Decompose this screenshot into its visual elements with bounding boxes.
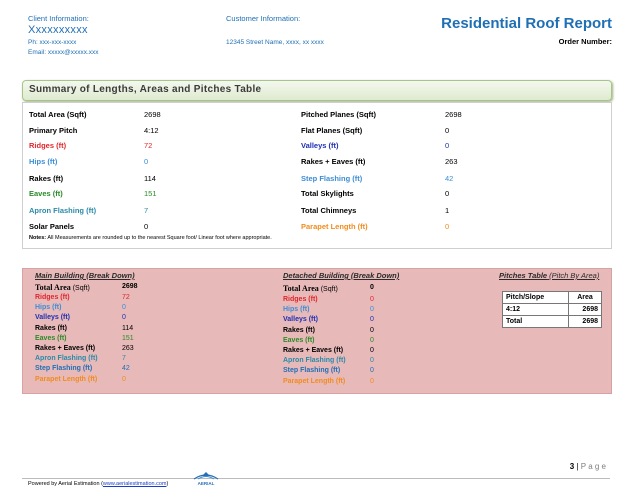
page-separator: | xyxy=(574,462,581,471)
pitches-total-row xyxy=(503,316,602,328)
aerial-logo xyxy=(190,470,222,490)
main-item-value: 72 xyxy=(122,294,130,301)
main-total-area xyxy=(35,283,90,292)
main-item-value: 0 xyxy=(122,375,126,383)
detached-item-value: 0 xyxy=(370,326,374,334)
summary-left-label: Ridges (ft) xyxy=(29,141,67,150)
pitches-total-label: Total xyxy=(503,316,569,328)
summary-left-value: 151 xyxy=(144,189,157,198)
main-item-label: Step Flashing (ft) xyxy=(35,365,93,373)
detached-item-label: Hips (ft) xyxy=(283,306,310,314)
main-total-area-label: Total Area xyxy=(35,283,71,292)
summary-row xyxy=(23,185,611,201)
summary-right-value: 0 xyxy=(445,141,450,150)
summary-right-label: Flat Planes (Sqft) xyxy=(301,126,363,135)
summary-right-value: 263 xyxy=(445,157,458,166)
summary-row xyxy=(23,170,611,186)
summary-left-value: 7 xyxy=(144,206,149,215)
detached-building-title: Detached Building (Break Down) xyxy=(283,271,400,280)
footer-divider xyxy=(22,478,610,479)
main-item-label: Hips (ft) xyxy=(35,304,62,312)
pitch-slope-header: Pitch/Slope xyxy=(503,292,569,304)
main-item-value: 263 xyxy=(122,345,134,352)
summary-left-label: Hips (ft) xyxy=(29,157,58,166)
main-item-value: 114 xyxy=(122,324,134,332)
main-total-area-value: 2698 xyxy=(122,283,138,290)
pitches-table-title xyxy=(499,271,599,280)
customer-info-label: Customer Information: xyxy=(226,14,301,23)
summary-left-value: 0 xyxy=(144,157,149,166)
summary-left-label: Total Area (Sqft) xyxy=(29,110,87,119)
summary-left-label: Eaves (ft) xyxy=(29,189,63,198)
summary-row xyxy=(23,137,611,153)
main-item-value: 151 xyxy=(122,334,134,342)
summary-left-label: Apron Flashing (ft) xyxy=(29,206,97,215)
summary-right-label: Step Flashing (ft) xyxy=(301,174,363,183)
detached-item-label: Parapet Length (ft) xyxy=(283,377,346,385)
summary-right-value: 0 xyxy=(445,189,450,198)
detached-item-value: 0 xyxy=(370,367,374,375)
summary-left-label: Solar Panels xyxy=(29,222,75,231)
summary-left-label: Primary Pitch xyxy=(29,126,78,135)
page-number-value: 3 xyxy=(569,462,575,471)
summary-right-value: 0 xyxy=(445,126,450,135)
summary-left-label: Rakes (ft) xyxy=(29,174,64,183)
summary-left-value: 114 xyxy=(144,174,156,183)
aerial-logo-icon xyxy=(190,470,222,490)
pitches-total-value: 2698 xyxy=(568,316,601,328)
summary-left-value: 0 xyxy=(144,222,149,231)
detached-item-value: 0 xyxy=(370,306,374,314)
pitches-table xyxy=(502,291,602,328)
summary-left-value: 72 xyxy=(144,141,153,150)
powered-text: Powered by Aerial Estimation ( xyxy=(28,481,103,487)
main-building-title: Main Building (Break Down) xyxy=(35,271,135,280)
summary-table xyxy=(22,102,612,249)
main-item-value: 42 xyxy=(122,365,130,373)
summary-right-label: Total Skylights xyxy=(301,189,354,198)
client-email: Email: xxxxx@xxxxx.xxx xyxy=(28,49,99,56)
area-header: Area xyxy=(568,292,601,304)
notes-text: All Measurements are rounded up to the nearest Square foot/ Linear foot where appropriate. xyxy=(46,235,272,241)
pitches-header-row xyxy=(503,292,602,304)
detached-item-label: Step Flashing (ft) xyxy=(283,367,341,375)
summary-right-value: 0 xyxy=(445,222,450,231)
detached-item-value: 0 xyxy=(370,347,374,354)
summary-right-label: Pitched Planes (Sqft) xyxy=(301,110,377,119)
detached-item-value: 0 xyxy=(370,316,374,324)
client-phone: Ph: xxx-xxx-xxxx xyxy=(28,39,77,46)
detached-item-value: 0 xyxy=(370,357,374,365)
pitches-title-sub: (Pitch By Area) xyxy=(547,271,600,280)
summary-right-label: Parapet Length (ft) xyxy=(301,222,368,231)
detached-item-value: 0 xyxy=(370,377,374,385)
detached-total-area-value: 0 xyxy=(370,284,374,291)
detached-total-area-unit: (Sqft) xyxy=(318,286,338,293)
aerial-estimation-link[interactable]: www.aerialestimation.com xyxy=(102,481,167,487)
main-item-label: Eaves (ft) xyxy=(35,334,67,342)
detached-item-label: Rakes (ft) xyxy=(283,326,315,334)
detached-item-label: Ridges (ft) xyxy=(283,296,318,303)
client-name: Xxxxxxxxxx xyxy=(28,24,88,36)
summary-right-label: Rakes + Eaves (ft) xyxy=(301,157,366,166)
summary-row xyxy=(23,218,611,234)
notes-label: Notes: xyxy=(29,235,47,241)
summary-row xyxy=(23,202,611,218)
summary-row xyxy=(23,106,611,122)
detached-total-area-label: Total Area xyxy=(283,284,319,293)
main-item-value: 7 xyxy=(122,355,126,363)
detached-item-label: Rakes + Eaves (ft) xyxy=(283,347,344,354)
main-item-label: Valleys (ft) xyxy=(35,314,71,322)
summary-right-value: 42 xyxy=(445,174,454,183)
breakdown-panel xyxy=(22,268,612,394)
pitches-title-main: Pitches Table xyxy=(499,271,548,280)
main-item-label: Apron Flashing (ft) xyxy=(35,355,98,363)
summary-left-value: 2698 xyxy=(144,110,161,119)
page-number xyxy=(570,462,606,471)
main-item-label: Rakes (ft) xyxy=(35,324,67,332)
powered-close: ) xyxy=(166,481,169,487)
main-item-label: Parapet Length (ft) xyxy=(35,375,98,383)
summary-section-header xyxy=(22,80,612,101)
summary-row xyxy=(23,122,611,138)
detached-total-area xyxy=(283,284,338,293)
summary-right-value: 2698 xyxy=(445,110,462,119)
pitches-row xyxy=(503,304,602,316)
detached-item-label: Eaves (ft) xyxy=(283,336,315,344)
summary-right-value: 1 xyxy=(445,206,450,215)
client-info-label: Client Information: xyxy=(28,14,89,23)
powered-by xyxy=(28,481,168,487)
logo-text: AERIAL xyxy=(197,481,215,486)
main-item-label: Rakes + Eaves (ft) xyxy=(35,345,96,352)
summary-row xyxy=(23,153,611,169)
summary-notes xyxy=(29,235,272,241)
summary-right-label: Total Chimneys xyxy=(301,206,357,215)
main-item-label: Ridges (ft) xyxy=(35,294,70,301)
report-title: Residential Roof Report xyxy=(441,15,612,32)
main-total-area-unit: (Sqft) xyxy=(70,285,90,292)
summary-left-value: 4:12 xyxy=(144,126,159,135)
customer-address: 12345 Street Name, xxxx, xx xxxx xyxy=(226,39,324,46)
summary-right-label: Valleys (ft) xyxy=(301,141,339,150)
main-item-value: 0 xyxy=(122,314,126,322)
detached-item-label: Valleys (ft) xyxy=(283,316,319,324)
main-item-value: 0 xyxy=(122,304,126,312)
detached-item-value: 0 xyxy=(370,336,374,344)
detached-item-label: Apron Flashing (ft) xyxy=(283,357,346,365)
page-word: P a g e xyxy=(580,462,606,471)
summary-title: Summary of Lengths, Areas and Pitches Table xyxy=(29,84,262,95)
order-number-label: Order Number: xyxy=(558,37,612,46)
pitch-value: 4:12 xyxy=(503,304,569,316)
area-value: 2698 xyxy=(568,304,601,316)
detached-item-value: 0 xyxy=(370,296,374,303)
